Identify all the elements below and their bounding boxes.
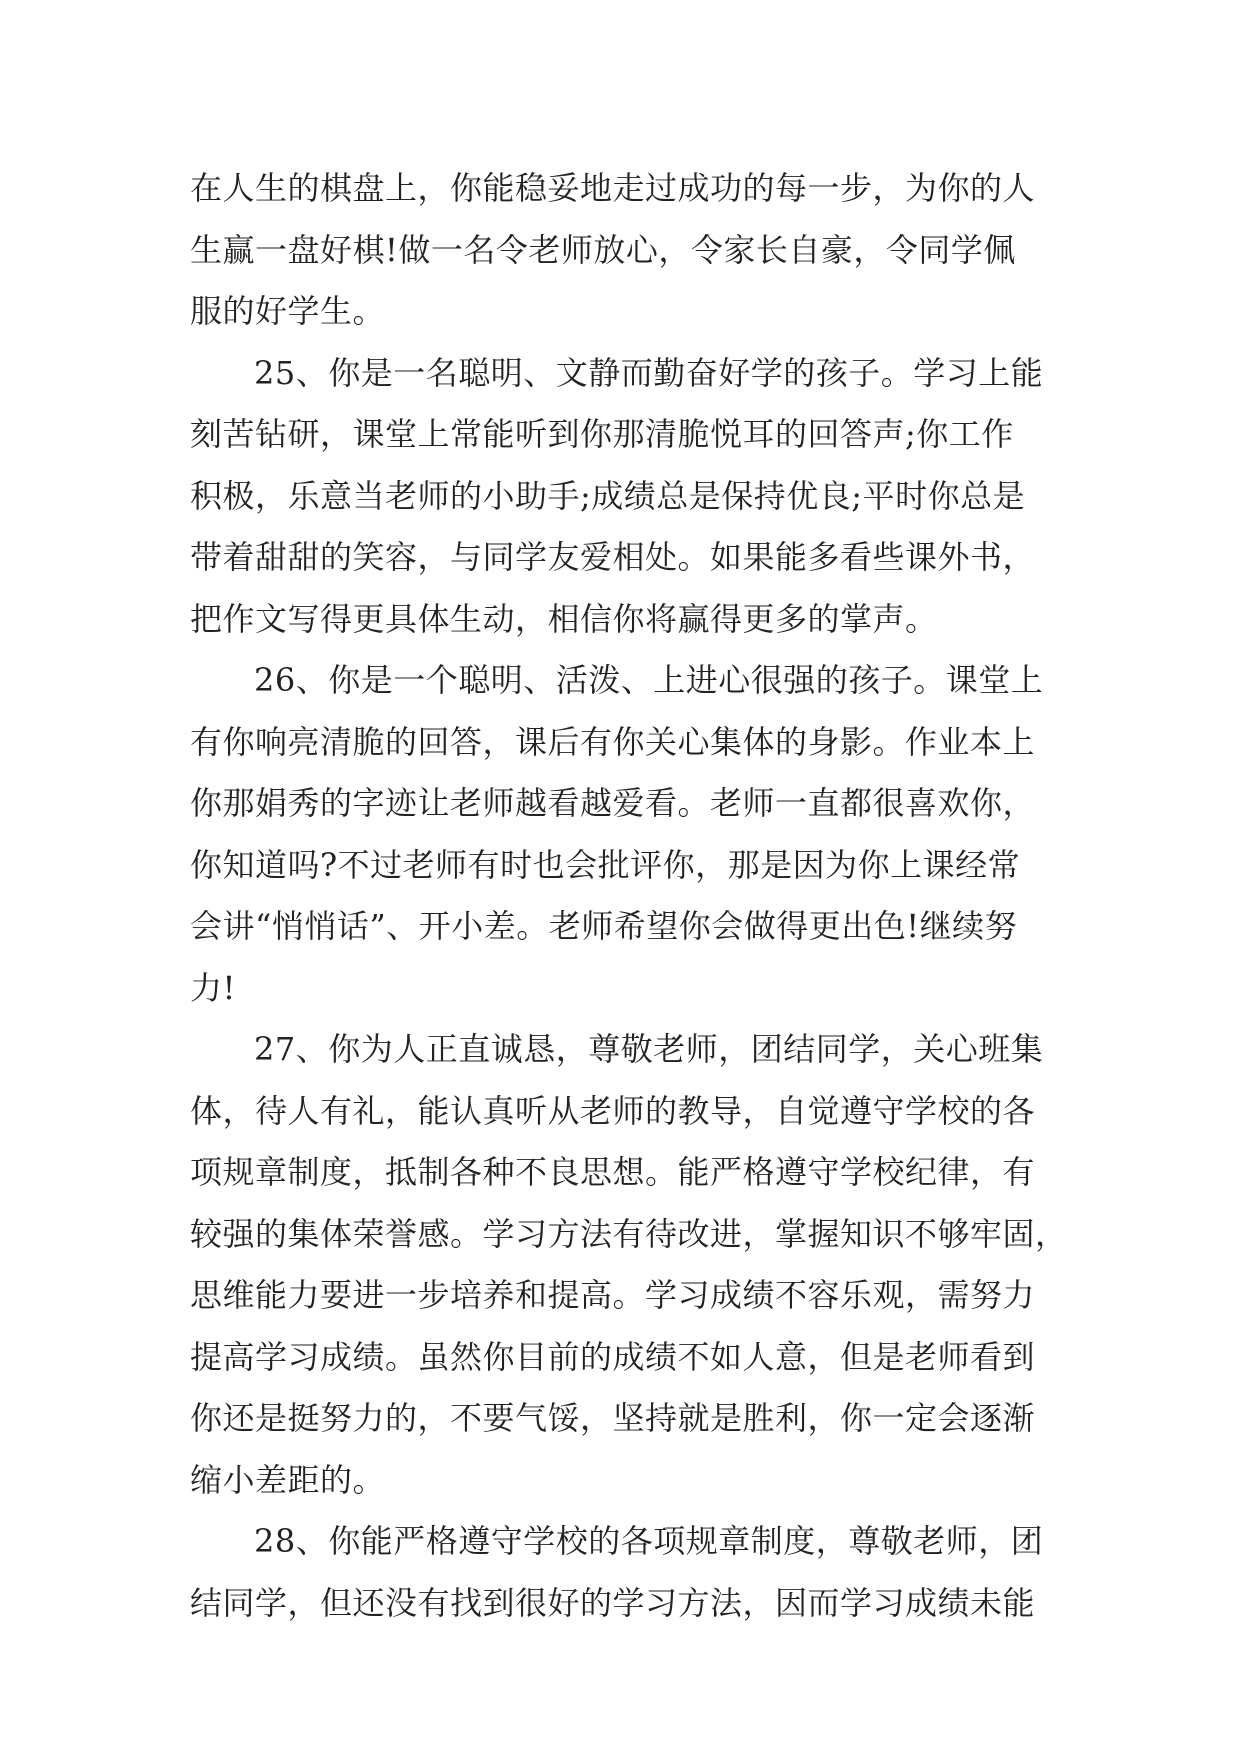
text-line: 服的好学生。	[190, 292, 386, 330]
text-line: 缩小差距的。	[190, 1460, 386, 1499]
text-line: 你那娟秀的字迹让老师越看越爱看。老师一直都很喜欢你，	[190, 784, 1036, 822]
text-line: 生赢一盘好棋!做一名令老师放心，令家长自豪，令同学佩	[190, 230, 1016, 269]
text-line: 结同学，但还没有找到很好的学习方法，因而学习成绩未能	[190, 1583, 1036, 1622]
text-line: 你知道吗?不过老师有时也会批评你，那是因为你上课经常	[190, 845, 1021, 884]
text-line: 项规章制度，抵制各种不良思想。能严格遵守学校纪律，有	[190, 1153, 1036, 1191]
text-line: 力!	[190, 968, 236, 1007]
text-line: 会讲“悄悄话”、开小差。老师希望你会做得更出色!继续努	[190, 907, 1018, 945]
document-body	[190, 158, 1068, 1634]
text-line: 27、你为人正直诚恳，尊敬老师，团结同学，关心班集	[254, 1030, 1044, 1068]
text-line: 把作文写得更具体生动，相信你将赢得更多的掌声。	[190, 599, 938, 638]
text-line: 提高学习成绩。虽然你目前的成绩不如人意，但是老师看到	[190, 1337, 1036, 1376]
text-line: 体，待人有礼，能认真听从老师的教导，自觉遵守学校的各	[190, 1091, 1036, 1130]
text-line: 在人生的棋盘上，你能稳妥地走过成功的每一步，为你的人	[190, 169, 1036, 207]
paragraph-25	[190, 343, 1050, 651]
text-line: 积极，乐意当老师的小助手;成绩总是保持优良;平时你总是	[190, 476, 1026, 515]
text-line: 你还是挺努力的，不要气馁，坚持就是胜利，你一定会逐渐	[190, 1399, 1036, 1437]
paragraph-28	[190, 1511, 1050, 1634]
text-line: 思维能力要进一步培养和提高。学习成绩不容乐观，需努力	[190, 1276, 1036, 1314]
text-line: 有你响亮清脆的回答，课后有你关心集体的身影。作业本上	[190, 722, 1036, 761]
text-line: 带着甜甜的笑容，与同学友爱相处。如果能多看些课外书，	[190, 538, 1036, 576]
text-line: 较强的集体荣誉感。学习方法有待改进，掌握知识不够牢固，	[190, 1214, 1068, 1253]
text-line: 26、你是一个聪明、活泼、上进心很强的孩子。课堂上	[254, 661, 1044, 699]
text-line: 28、你能严格遵守学校的各项规章制度，尊敬老师，团	[254, 1522, 1044, 1560]
paragraph-26	[190, 650, 1050, 1019]
text-line: 刻苦钻研，课堂上常能听到你那清脆悦耳的回答声;你工作	[190, 415, 1014, 453]
paragraph-27	[190, 1019, 1068, 1511]
paragraph-continued	[190, 158, 1050, 343]
text-line: 25、你是一名聪明、文静而勤奋好学的孩子。学习上能	[254, 353, 1044, 392]
